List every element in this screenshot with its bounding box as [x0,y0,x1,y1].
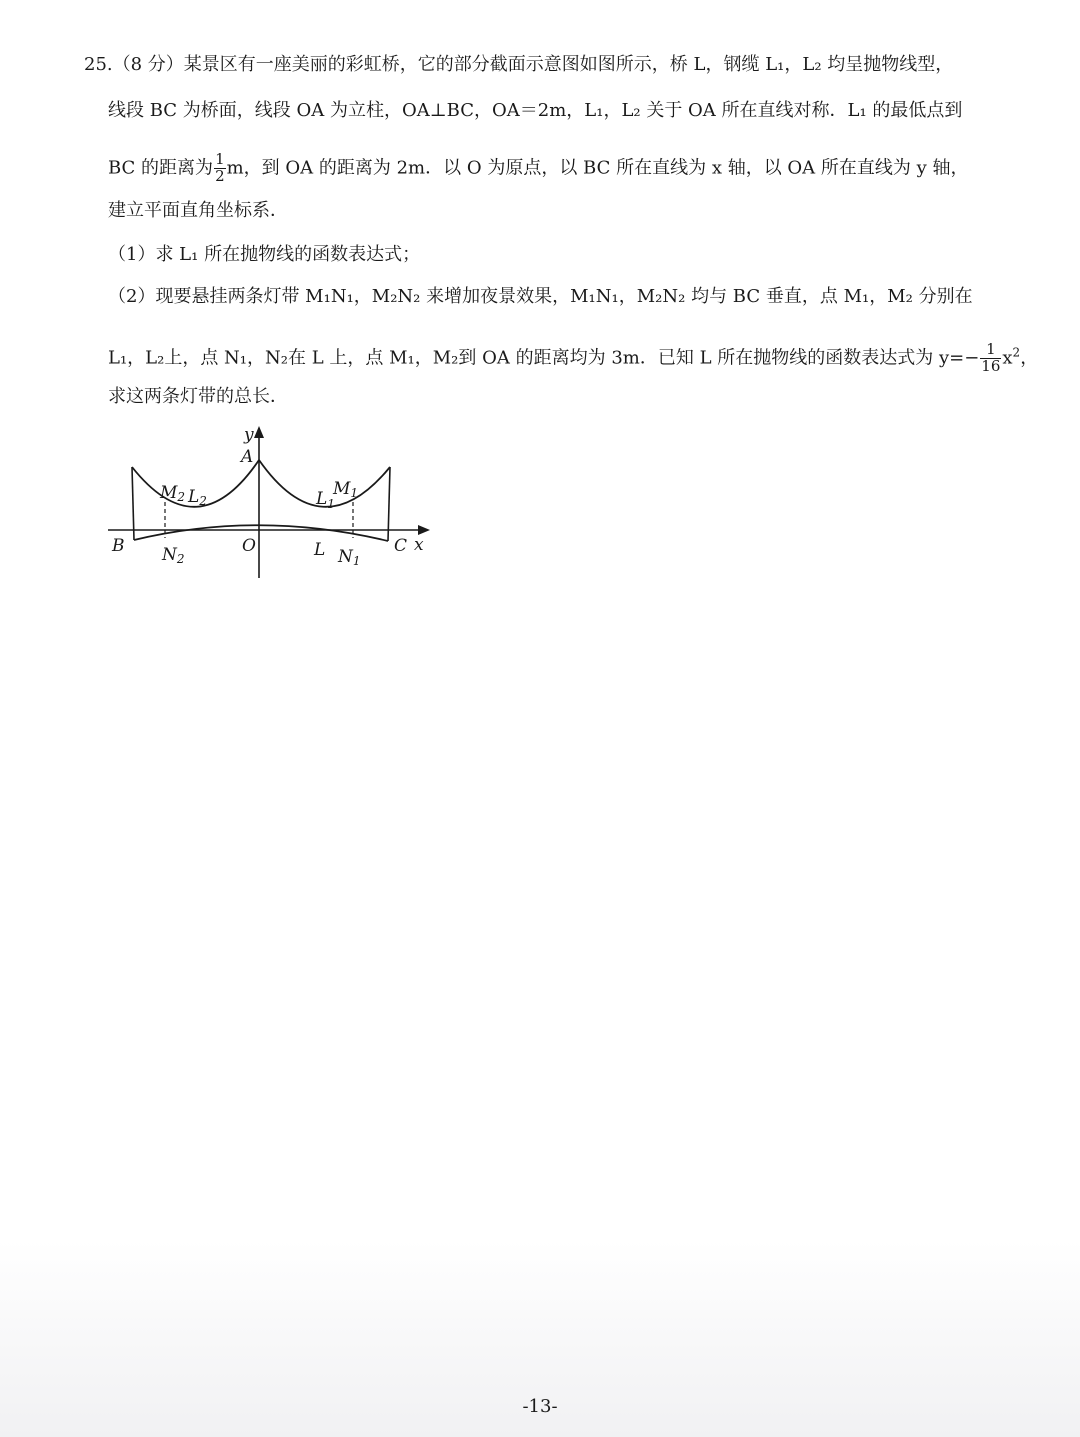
problem-text-line-3 [108,152,969,185]
label-y-axis: y [244,425,254,445]
part2-variable-x: x [1002,347,1013,369]
label-N2 [161,545,185,566]
label-N1 [337,547,361,568]
label-L2 [187,487,207,508]
label-N2-letter: N [162,545,177,565]
fraction-numerator: 1 [215,150,225,168]
label-M2-subscript: 2 [177,490,186,504]
bridge-diagram [104,420,444,589]
y-axis-arrow-icon [254,426,264,438]
label-point-A: A [241,447,254,467]
x-axis-arrow-icon [418,525,430,535]
label-point-O: O [242,536,256,556]
label-x-axis: x [414,535,424,555]
page-number: -13- [522,1396,558,1417]
fraction-numerator: 1 [980,342,1001,359]
label-N1-subscript: 1 [352,554,361,568]
fraction-denominator: 16 [981,356,1001,375]
label-L1 [315,489,335,511]
fraction-one-sixteenth [980,342,1001,375]
label-M1-subscript: 1 [350,486,359,500]
label-L-deck: L [314,540,326,560]
fraction-one-half [214,152,226,185]
label-L1-letter: L [316,489,328,509]
label-point-B: B [112,536,125,556]
label-M1-letter: M [333,479,351,499]
label-L1-subscript: 1 [327,497,335,511]
problem-text-line-2: 线段 BC 为桥面，线段 OA 为立柱，OA⊥BC，OA＝2m，L₁，L₂ 关于 OA 所在直线对称．L₁ 的最低点到 [108,100,963,121]
bridge-diagram-svg [104,420,444,585]
label-point-C: C [394,536,408,556]
problem-part-2-line-2 [108,342,1038,375]
part2-exponent: 2 [1012,345,1021,360]
line3-text-b: m，到 OA 的距离为 2m．以 O 为原点，以 BC 所在直线为 x 轴，以 OA 所在直线为 y 轴， [226,157,969,179]
problem-text-line-1: 25.（8 分）某景区有一座美丽的彩虹桥，它的部分截面示意图如图所示，桥 L，钢缆 L₁，L₂ 均呈抛物线型， [84,54,954,75]
bridge-deck-L [134,525,388,541]
problem-part-1: （1）求 L₁ 所在抛物线的函数表达式； [108,244,421,265]
part2-text-c: ， [1020,347,1039,369]
label-N1-letter: N [338,547,353,567]
label-L2-letter: L [188,487,200,507]
left-tower [132,467,134,540]
label-M1 [332,479,358,500]
label-M2 [159,483,185,504]
label-N2-subscript: 2 [176,552,185,566]
fraction-denominator: 2 [215,166,225,185]
part2-text-a: L₁，L₂上，点 N₁，N₂在 L 上，点 M₁，M₂到 OA 的距离均为 3m．已知 L 所在抛物线的函数表达式为 y=− [108,347,980,369]
problem-part-2-line-3: 求这两条灯带的总长． [108,386,288,407]
label-L2-subscript: 2 [199,494,207,508]
label-M2-letter: M [160,483,178,503]
line3-text-a: BC 的距离为 [108,157,214,179]
problem-part-2-line-1: （2）现要悬挂两条灯带 M₁N₁，M₂N₂ 来增加夜景效果，M₁N₁，M₂N₂ 均与 BC 垂直，点 M₁，M₂ 分别在 [108,286,973,307]
problem-text-line-4: 建立平面直角坐标系． [108,200,288,221]
